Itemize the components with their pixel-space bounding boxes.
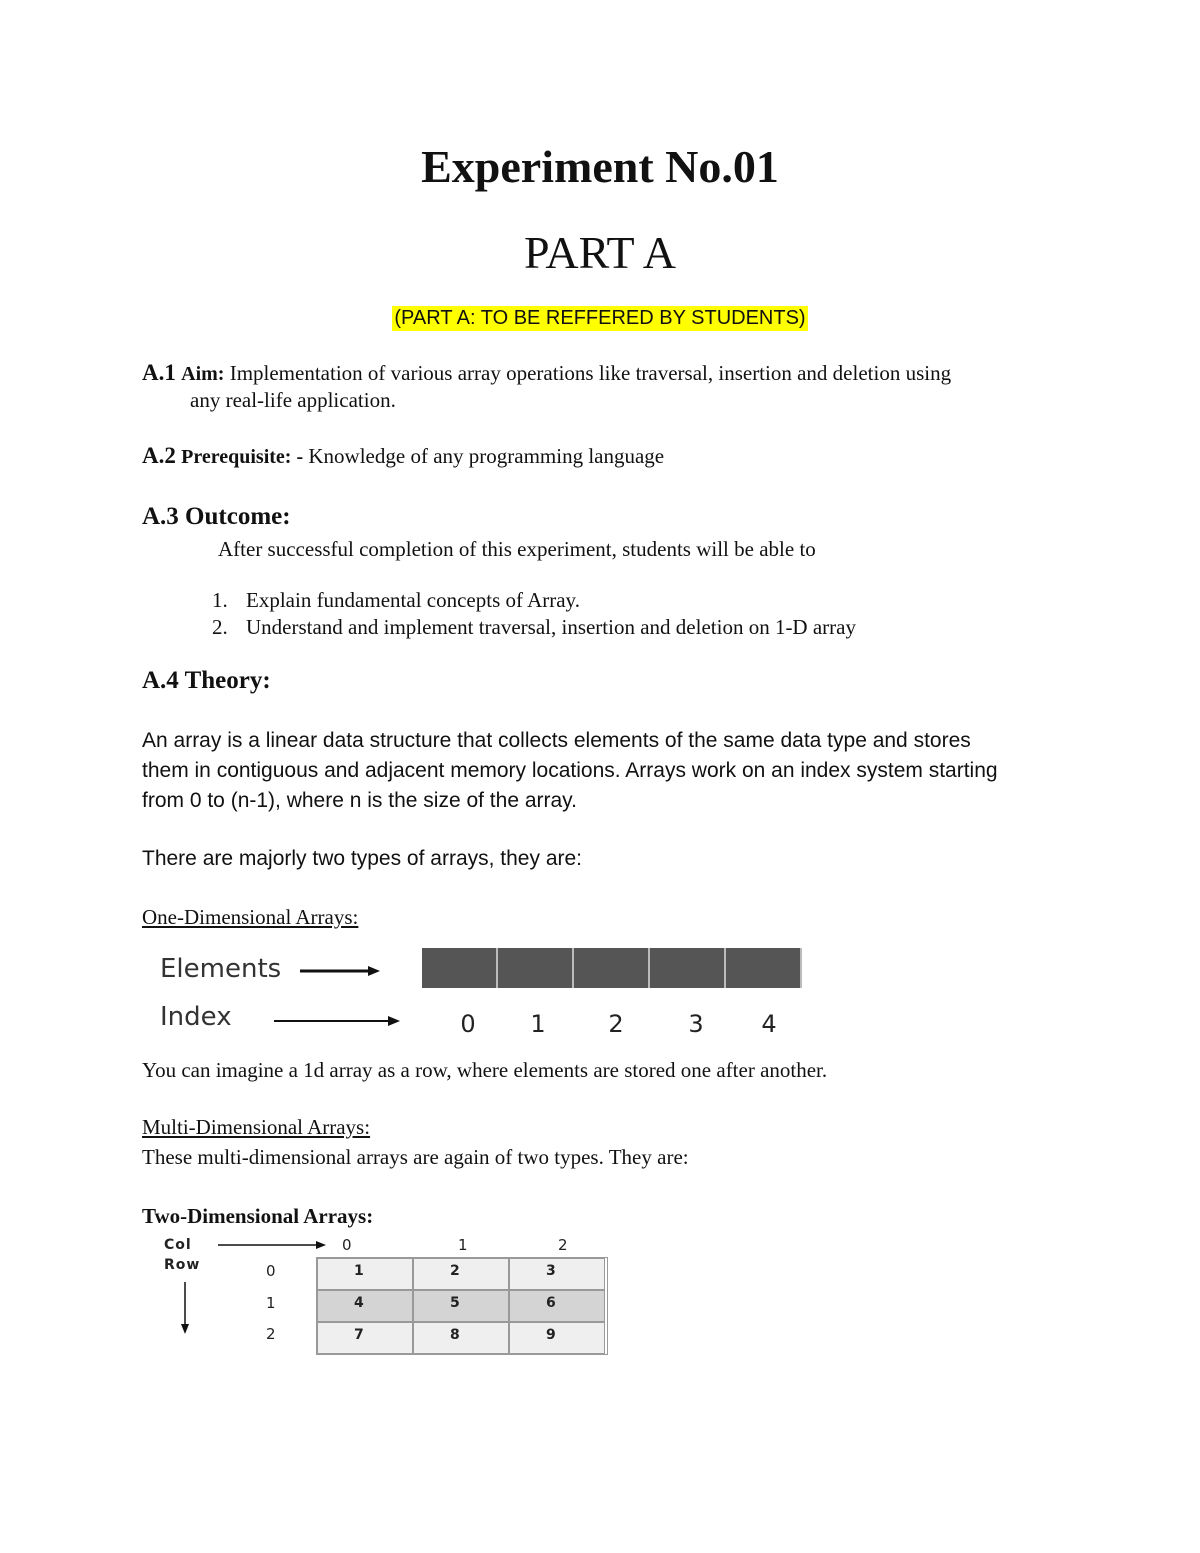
index-value: 4 [761, 1010, 777, 1038]
grid-cell: 4 [317, 1290, 413, 1322]
index-arrow [272, 1012, 402, 1030]
multi-dim-text: These multi-dimensional arrays are again of two types. They are: [142, 1145, 689, 1169]
array-cell [574, 948, 650, 988]
banner-container [0, 306, 1200, 331]
col-label: Col [164, 1237, 192, 1253]
index-value: 3 [688, 1010, 704, 1038]
aim-line [142, 360, 951, 386]
elements-label: Elements [160, 954, 282, 984]
prereq-label: Prerequisite: - [181, 446, 304, 468]
aim-label: Aim: [181, 363, 225, 385]
grid-cell: 5 [413, 1290, 509, 1322]
row-index: 0 [266, 1262, 276, 1280]
row-index: 1 [266, 1294, 276, 1312]
outcome-heading: A.3 Outcome: [142, 503, 291, 530]
grid-cell: 6 [509, 1290, 605, 1322]
col-index: 0 [342, 1236, 352, 1254]
prereq-number: A.2 [142, 443, 176, 468]
index-label: Index [160, 1002, 232, 1032]
grid-cell: 7 [317, 1322, 413, 1354]
theory-paragraph-line-1: An array is a linear data structure that collects elements of the same data type and stores [142, 729, 971, 752]
outcome-item-number: 1. [212, 588, 228, 612]
row-label: Row [164, 1257, 201, 1273]
prereq-text: Knowledge of any programming language [308, 444, 665, 468]
theory-paragraph-line-3: from 0 to (n-1), where n is the size of the array. [142, 789, 577, 812]
highlighted-banner: (PART A: TO BE REFFERED BY STUDENTS) [394, 307, 806, 329]
array-cell [726, 948, 802, 988]
outcome-item-1 [212, 588, 580, 613]
two-dim-grid [316, 1257, 608, 1355]
theory-paragraph-line-2: them in contiguous and adjacent memory locations. Arrays work on an index system starting [142, 759, 998, 782]
part-heading: PART A [524, 227, 676, 278]
row-index: 2 [266, 1325, 276, 1343]
row-arrow [178, 1280, 192, 1336]
index-value: 1 [530, 1010, 546, 1038]
grid-cell: 3 [509, 1258, 605, 1290]
outcome-intro: After successful completion of this experiment, students will be able to [218, 537, 816, 561]
index-value: 0 [460, 1010, 476, 1038]
aim-number: A.1 [142, 360, 176, 385]
col-index: 1 [458, 1236, 468, 1254]
array-types-intro: There are majorly two types of arrays, they are: [142, 847, 583, 870]
grid-cell: 9 [509, 1322, 605, 1354]
one-dim-caption: You can imagine a 1d array as a row, where elements are stored one after another. [142, 1058, 828, 1082]
grid-cell: 2 [413, 1258, 509, 1290]
col-arrow [216, 1238, 328, 1252]
theory-heading: A.4 Theory: [142, 667, 271, 694]
outcome-item-2 [212, 615, 856, 640]
one-dim-heading: One-Dimensional Arrays: [142, 905, 359, 929]
outcome-item-number: 2. [212, 615, 228, 639]
array-cell [650, 948, 726, 988]
two-dim-heading: Two-Dimensional Arrays: [142, 1204, 374, 1228]
array-cell [498, 948, 574, 988]
grid-cell: 8 [413, 1322, 509, 1354]
page-title: Experiment No.01 [421, 141, 779, 192]
index-value: 2 [608, 1010, 624, 1038]
outcome-item-text: Explain fundamental concepts of Array. [246, 588, 580, 612]
elements-arrow [298, 962, 382, 980]
aim-text: Implementation of various array operations like traversal, insertion and deletion using [229, 361, 952, 385]
grid-cell: 1 [317, 1258, 413, 1290]
aim-text-continued: any real-life application. [190, 388, 396, 412]
outcome-item-text: Understand and implement traversal, insertion and deletion on 1-D array [246, 615, 856, 639]
multi-dim-heading: Multi-Dimensional Arrays: [142, 1115, 371, 1139]
col-index: 2 [558, 1236, 568, 1254]
prerequisite-line [142, 443, 664, 469]
array-cell [422, 948, 498, 988]
